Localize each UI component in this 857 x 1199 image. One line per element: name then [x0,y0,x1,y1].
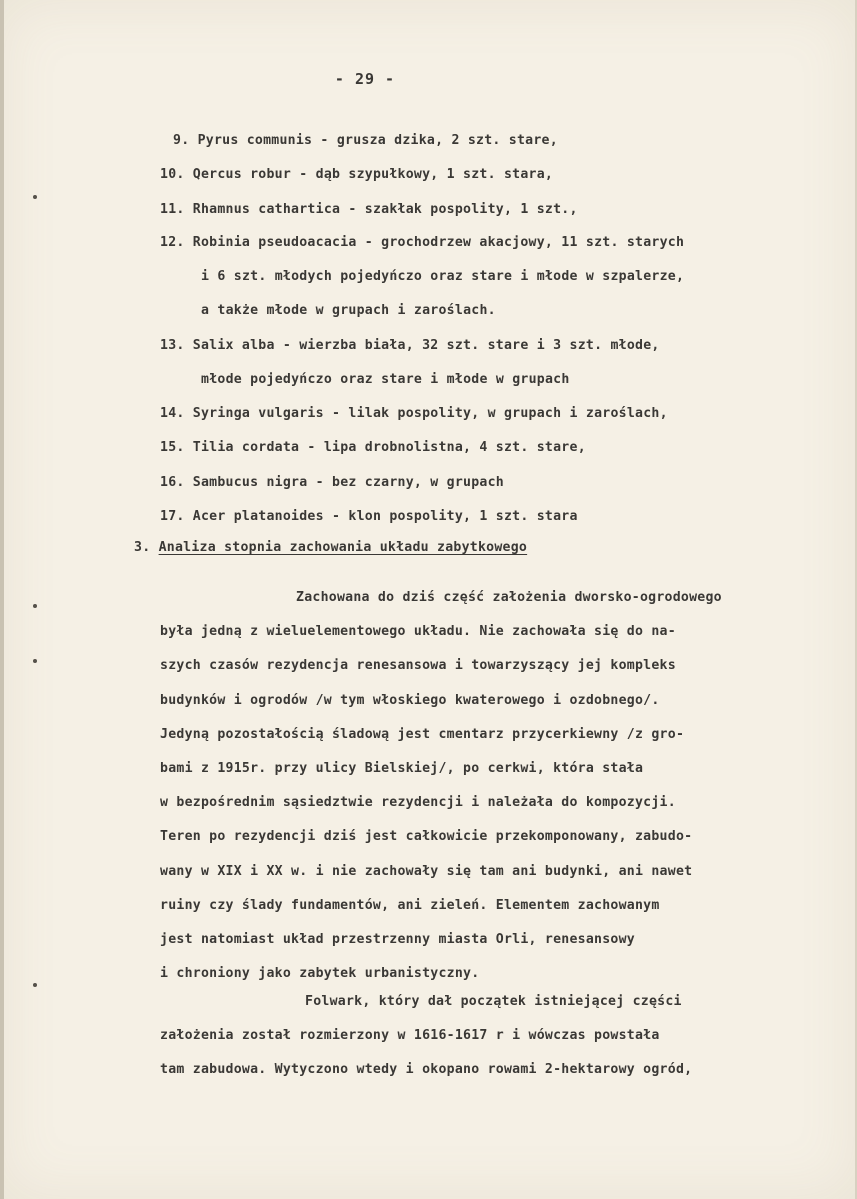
list-item-number: 10. [160,167,185,182]
list-item [160,337,660,355]
paragraph-line: była jedną z wieluelementowego układu. Nie zachowała się do na- [160,624,676,639]
list-item [160,405,668,423]
page-number: - 29 - [334,70,396,88]
paragraph-line: szych czasów rezydencja renesansowa i towarzyszący jej kompleks [160,658,676,673]
list-item-number: 17. [160,509,185,524]
list-item-number: 15. [160,440,185,455]
paragraph-line: Teren po rezydencji dziś jest całkowicie przekomponowany, zabudo- [160,829,693,844]
paragraph-line: jest natomiast układ przestrzenny miasta Orli, renesansowy [160,932,635,947]
margin-mark [33,604,37,608]
margin-mark [33,659,37,663]
list-item-number: 9. [173,133,190,148]
paragraph-line: Jedyną pozostałością śladową jest cmentarz przycerkiewny /z gro- [160,727,685,742]
page-left-edge [0,0,4,1199]
list-item-number: 12. [160,235,185,250]
list-item-continuation: i 6 szt. młodych pojedyńczo oraz stare i młode w szpalerze, [201,269,685,284]
paragraph-line: wany w XIX i XX w. i nie zachowały się tam ani budynki, ani nawet [160,864,693,879]
list-item [160,201,578,219]
list-item [173,132,558,150]
paragraph-line: Zachowana do dziś część założenia dworsko-ogrodowego [296,590,722,605]
list-item-number: 14. [160,406,185,421]
margin-mark [33,195,37,199]
list-item-text: Acer platanoides - klon pospolity, 1 szt. stara [192,509,578,524]
margin-mark [33,983,37,987]
list-item-text: Robinia pseudoacacia - grochodrzew akacjowy, 11 szt. starych [192,235,685,250]
list-item-number: 11. [160,202,185,217]
paragraph-line: tam zabudowa. Wytyczono wtedy i okopano rowami 2-hektarowy ogród, [160,1062,693,1077]
list-item-number: 13. [160,338,185,353]
list-item [160,166,553,184]
list-item-text: Tilia cordata - lipa drobnolistna, 4 szt. stare, [192,440,586,455]
list-item-text: Qercus robur - dąb szypułkowy, 1 szt. stara, [192,167,554,182]
list-item-continuation: młode pojedyńczo oraz stare i młode w grupach [201,372,570,387]
paragraph-line: w bezpośrednim sąsiedztwie rezydencji i należała do kompozycji. [160,795,676,810]
list-item-text: Rhamnus cathartica - szakłak pospolity, 1 szt., [192,202,578,217]
list-item-number: 16. [160,475,185,490]
paragraph-line: bami z 1915r. przy ulicy Bielskiej/, po cerkwi, która stała [160,761,644,776]
list-item-text: Salix alba - wierzba biała, 32 szt. stare i 3 szt. młode, [192,338,660,353]
paragraph-line: Folwark, który dał początek istniejącej części [305,994,682,1009]
section-number: 3. [134,540,151,555]
section-title: Analiza stopnia zachowania układu zabytkowego [158,540,528,555]
list-item-text: Syringa vulgaris - lilak pospolity, w grupach i zaroślach, [192,406,668,421]
list-item [160,508,578,526]
paragraph-line: i chroniony jako zabytek urbanistyczny. [160,966,480,981]
list-item [160,234,684,252]
paragraph-line: budynków i ogrodów /w tym włoskiego kwaterowego i ozdobnego/. [160,693,660,708]
list-item [160,439,586,457]
list-item-text: Pyrus communis - grusza dzika, 2 szt. stare, [197,133,558,148]
paragraph-line: ruiny czy ślady fundamentów, ani zieleń. Elementem zachowanym [160,898,660,913]
list-item [160,474,504,492]
list-item-continuation: a także młode w grupach i zaroślach. [201,303,496,318]
list-item-text: Sambucus nigra - bez czarny, w grupach [192,475,504,490]
paragraph-line: założenia został rozmierzony w 1616-1617 r i wówczas powstała [160,1028,660,1043]
section-heading [134,539,527,557]
